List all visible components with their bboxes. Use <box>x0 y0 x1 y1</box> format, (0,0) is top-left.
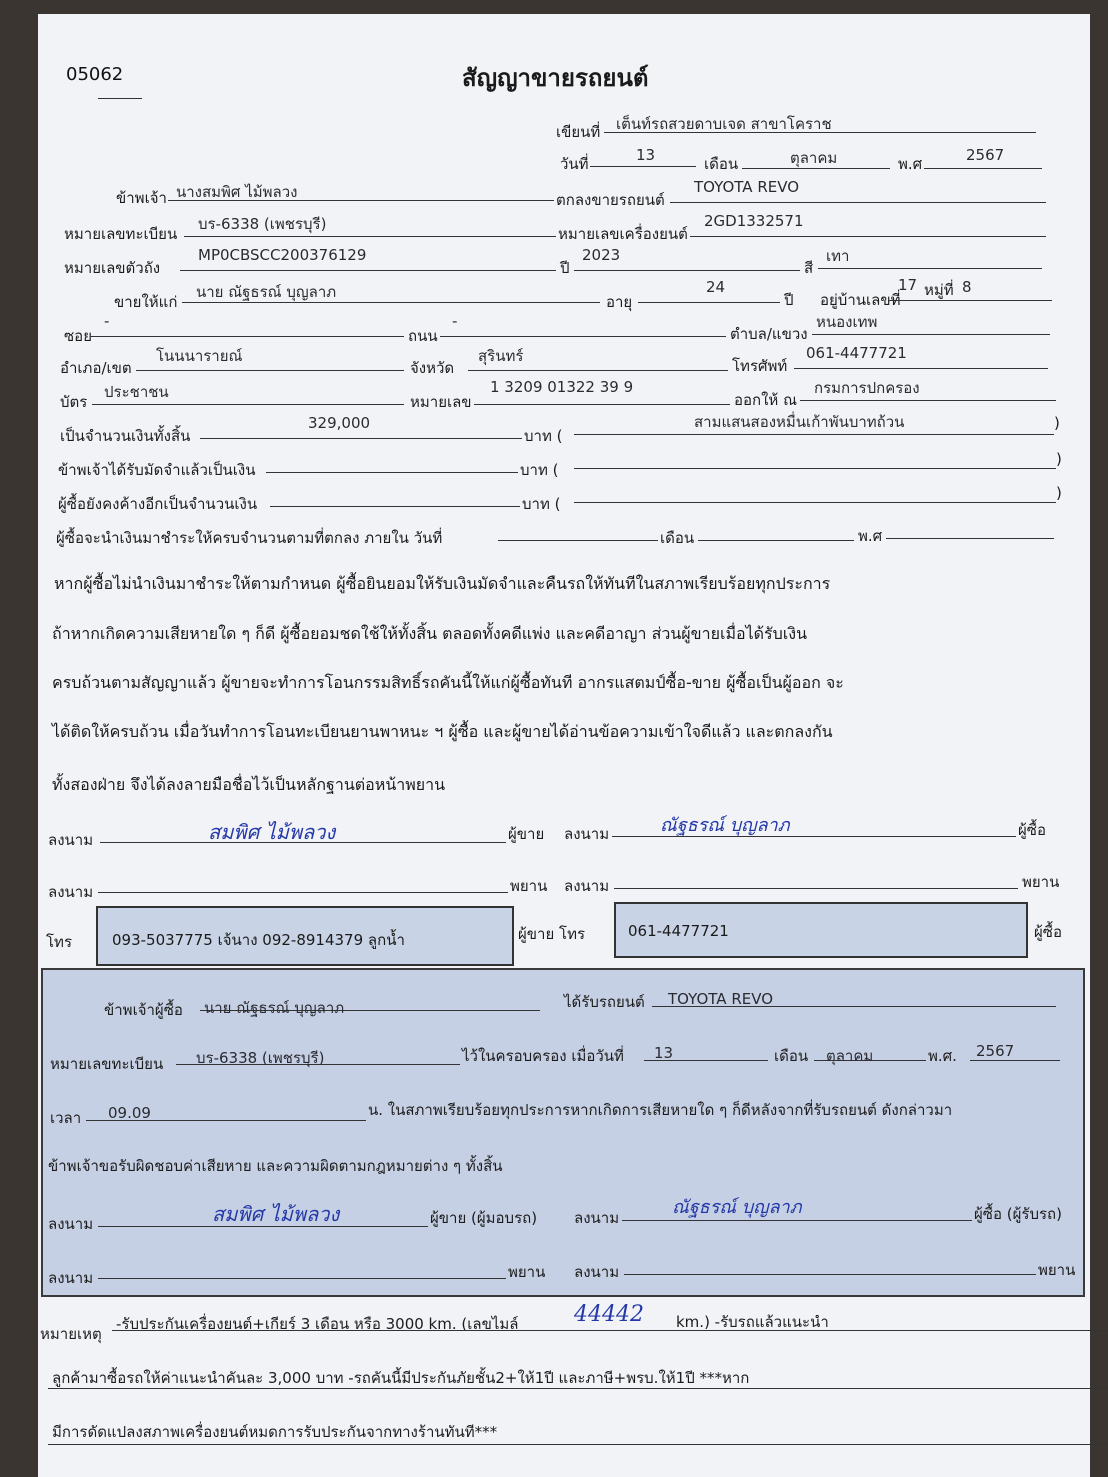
receipt-buyer-signature: ณัฐธรณ์ บุญลาภ <box>672 1197 802 1218</box>
received-label: ได้รับรถยนต์ <box>564 993 645 1011</box>
written-at-value: เต็นท์รถสวยดาบเจด สาขาโคราช <box>616 115 832 133</box>
card-line <box>92 404 404 405</box>
remarks-line2: ลูกค้ามาซื้อรถให้ค่าแนะนำคันละ 3,000 บาท -รถคันนี้มีประกันภัยชั้น2+ให้1ปี และภาษี+พรบ.ให้1ปี ***หาก <box>52 1369 750 1387</box>
remaining-label: ผู้ซื้อยังคงค้างอีกเป็นจำนวนเงิน <box>58 495 258 513</box>
amphoe-label: อำเภอ/เขต <box>60 359 132 377</box>
buyer-phone: 061-4477721 <box>628 922 729 940</box>
remarks-label: หมายเหตุ <box>40 1325 102 1343</box>
buyer-phone-role: ผู้ซื้อ <box>1034 923 1062 941</box>
terms-line: ได้ติดให้ครบถ้วน เมื่อวันทำการโอนทะเบียนยานพาหนะ ฯ ผู้ซื้อ และผู้ขายได้อ่านข้อความเข้าใจดีแล้ว และตกลงกัน <box>52 722 833 741</box>
issued-value: กรมการปกครอง <box>814 379 920 397</box>
witness-sign-line <box>614 888 1018 889</box>
liability-text: ข้าพเจ้าขอรับผิดชอบค่าเสียหาย และความผิดตามกฎหมายต่าง ๆ ทั้งสิ้น <box>48 1157 503 1175</box>
page-title: สัญญาขายรถยนต์ <box>462 64 649 92</box>
year-value: 2023 <box>582 246 621 264</box>
total-label: เป็นจำนวนเงินทั้งสิ้น <box>60 427 191 445</box>
remarks-underline <box>48 1444 1108 1445</box>
remaining-line <box>270 506 520 507</box>
soi-value: - <box>104 312 110 330</box>
sign-label: ลงนาม <box>48 1269 94 1287</box>
chassis-label: หมายเลขตัวถัง <box>64 259 161 277</box>
witness-role: พยาน <box>1038 1261 1076 1279</box>
buyer-role: ผู้ซื้อ <box>1018 821 1046 839</box>
engine-line <box>690 236 1046 237</box>
possession-year-line <box>970 1060 1060 1061</box>
phone-label: โทรศัพท์ <box>732 357 788 375</box>
time-rest: น. ในสภาพเรียบร้อยทุกประการหากเกิดการเสียหายใด ๆ ก็ดีหลังจากที่รับรถยนต์ ดังกล่าวมา <box>368 1101 953 1119</box>
year-label: ปี <box>560 259 570 277</box>
card-type: ประชาชน <box>104 383 169 401</box>
mileage-handwritten: 44442 <box>574 1302 644 1327</box>
issued-line <box>800 400 1056 401</box>
time-label: เวลา <box>50 1109 82 1127</box>
card-number: 1 3209 01322 39 9 <box>490 378 634 396</box>
tambon-value: หนองเทพ <box>816 313 878 331</box>
sign-label: ลงนาม <box>564 825 610 843</box>
witness-role: พยาน <box>510 877 548 895</box>
amphoe-line <box>136 370 404 371</box>
total-amount: 329,000 <box>308 414 371 432</box>
province-value: สุรินทร์ <box>478 347 524 365</box>
witness-role: พยาน <box>1022 873 1060 891</box>
moo-label: หมู่ที่ <box>924 281 954 299</box>
due-label: ผู้ซื้อจะนำเงินมาชำระให้ครบจำนวนตามที่ตกลง ภายใน วันที่ <box>56 529 443 547</box>
receipt-reg: บร-6338 (เพชรบุรี) <box>196 1049 325 1067</box>
seller-role: ผู้ขาย <box>508 825 545 843</box>
registration-label: หมายเลขทะเบียน <box>64 225 178 243</box>
deposit-label: ข้าพเจ้าได้รับมัดจำแล้วเป็นเงิน <box>58 461 256 479</box>
total-close: ) <box>1054 414 1060 432</box>
seller-name: นางสมพิศ ไม้พลวง <box>176 183 298 201</box>
chassis-value: MP0CBSCC200376129 <box>198 246 367 264</box>
written-at-label: เขียนที่ <box>556 123 601 141</box>
due-month-label: เดือน <box>660 529 695 547</box>
number-underline <box>98 98 142 99</box>
total-baht: บาท ( <box>524 427 563 445</box>
engine-label: หมายเลขเครื่องยนต์ <box>558 225 688 243</box>
total-words-line <box>574 434 1054 435</box>
province-label: จังหวัด <box>410 359 455 377</box>
sign-label: ลงนาม <box>48 831 94 849</box>
color-value: เทา <box>826 247 850 265</box>
sign-label: ลงนาม <box>574 1209 620 1227</box>
receipt-buyer-label: ข้าพเจ้าผู้ซื้อ <box>104 1001 183 1019</box>
witness-role: พยาน <box>508 1263 546 1281</box>
terms-line: ถ้าหากเกิดความเสียหายใด ๆ ก็ดี ผู้ซื้อยอมชดใช้ให้ทั้งสิ้น ตลอดทั้งคดีแพ่ง และคดีอาญา ส่วนผู้ขายเมื่อได้รับเงิน <box>52 624 808 643</box>
receipt-seller-signature: สมพิศ ไม้พลวง <box>212 1202 340 1226</box>
date-month: ตุลาคม <box>790 149 838 167</box>
remaining-words-line <box>574 502 1056 503</box>
soi-label: ซอย <box>64 327 92 345</box>
sign-label: ลงนาม <box>564 877 610 895</box>
date-day-label: วันที่ <box>560 155 589 173</box>
car-model: TOYOTA REVO <box>694 178 800 196</box>
due-day-line <box>498 540 658 541</box>
deposit-line <box>266 472 518 473</box>
witness-sign-line <box>98 892 508 893</box>
remarks-line1a: -รับประกันเครื่องยนต์+เกียร์ 3 เดือน หรือ 3000 km. (เลขไมล์ <box>116 1315 519 1333</box>
receipt-buyer-role: ผู้ซื้อ (ผู้รับรถ) <box>974 1205 1062 1223</box>
year-line <box>574 270 800 271</box>
terms-line: ทั้งสองฝ่าย จึงได้ลงลายมือชื่อไว้เป็นหลักฐานต่อหน้าพยาน <box>52 775 446 794</box>
moo-number: 8 <box>962 278 972 296</box>
possession-day: 13 <box>654 1044 674 1062</box>
agree-label: ตกลงขายรถยนต์ <box>556 191 665 209</box>
road-value: - <box>452 312 458 330</box>
engine-value: 2GD1332571 <box>704 212 804 230</box>
house-line <box>888 300 1052 301</box>
house-number: 17 <box>898 276 918 294</box>
possession-month: ตุลาคม <box>826 1047 874 1065</box>
road-label: ถนน <box>408 327 438 345</box>
date-day: 13 <box>636 146 656 164</box>
due-month-line <box>698 540 854 541</box>
age-line <box>638 302 780 303</box>
phone-value: 061-4477721 <box>806 344 907 362</box>
card-no-line <box>474 404 730 405</box>
province-line <box>468 370 728 371</box>
remarks-underline <box>48 1388 1108 1389</box>
due-year-label: พ.ศ <box>858 527 883 545</box>
road-line <box>440 336 726 337</box>
due-year-line <box>886 538 1054 539</box>
chassis-line <box>180 270 556 271</box>
terms-line: ครบถ้วนตามสัญญาแล้ว ผู้ขายจะทำการโอนกรรมสิทธิ์รถคันนี้ให้แก่ผู้ซื้อทันที อากรแสตมป์ซื้อ-ขาย ผู้ซื้อเป็นผู้ออก จะ <box>52 673 844 692</box>
deposit-words-line <box>574 468 1056 469</box>
issued-label: ออกให้ ณ <box>734 391 797 409</box>
receipt-panel <box>41 968 1085 1297</box>
soi-line <box>90 336 404 337</box>
receipt-reg-label: หมายเลขทะเบียน <box>50 1055 164 1073</box>
color-label: สี <box>804 259 814 277</box>
document-number: 05062 <box>66 64 124 85</box>
date-year: 2567 <box>966 146 1005 164</box>
buyer-name: นาย ณัฐธรณ์ บุญลาภ <box>196 283 337 301</box>
tambon-line <box>812 334 1050 335</box>
age-unit: ปี <box>784 291 794 309</box>
sign-label: ลงนาม <box>574 1263 620 1281</box>
receipt-witness-sign-line <box>624 1274 1036 1275</box>
seller-phone: 093-5037775 เจ้นาง 092-8914379 ลูกน้ำ <box>112 931 405 949</box>
sign-label: ลงนาม <box>48 883 94 901</box>
possession-label: ไว้ในครอบครอง เมื่อวันที่ <box>462 1047 624 1065</box>
card-label: บัตร <box>60 393 88 411</box>
receipt-seller-role: ผู้ขาย (ผู้มอบรถ) <box>430 1209 538 1227</box>
receipt-witness-sign-line <box>98 1278 506 1279</box>
remarks-line1b: km.) -รับรถแล้วแนะนำ <box>676 1313 829 1331</box>
tambon-label: ตำบล/แขวง <box>730 325 808 343</box>
buyer-age: 24 <box>706 278 726 296</box>
deposit-baht: บาท ( <box>520 461 559 479</box>
sign-label: ลงนาม <box>48 1215 94 1233</box>
registration-line <box>184 236 556 237</box>
card-no-label: หมายเลข <box>410 393 472 411</box>
date-year-line <box>924 168 1042 169</box>
possession-month-label: เดือน <box>774 1047 809 1065</box>
age-label: อายุ <box>606 293 633 311</box>
buyer-signature: ณัฐธรณ์ บุญลาภ <box>660 815 790 836</box>
remaining-baht: บาท ( <box>522 495 561 513</box>
date-month-label: เดือน <box>704 155 739 173</box>
time-value: 09.09 <box>108 1104 151 1122</box>
agree-line <box>670 202 1046 203</box>
possession-year: 2567 <box>976 1042 1015 1060</box>
receipt-buyer: นาย ณัฐธรณ์ บุญลาภ <box>204 999 345 1017</box>
total-line <box>200 438 522 439</box>
date-year-label: พ.ศ <box>898 155 923 173</box>
phone-line <box>794 368 1048 369</box>
received-car: TOYOTA REVO <box>668 990 774 1008</box>
buyer-label: ขายให้แก่ <box>114 293 178 311</box>
terms-line: หากผู้ซื้อไม่นำเงินมาชำระให้ตามกำหนด ผู้ซื้อยินยอมให้รับเงินมัดจำและคืนรถให้ทันทีในสภาพเรียบร้อยทุกประการ <box>54 574 831 593</box>
seller-label: ข้าพเจ้า <box>116 189 167 207</box>
amphoe-value: โนนนารายณ์ <box>156 347 243 365</box>
color-line <box>818 268 1042 269</box>
house-label: อยู่บ้านเลขที่ <box>820 291 901 309</box>
phone-box-label: โทร <box>46 933 73 951</box>
remarks-line3: มีการดัดแปลงสภาพเครื่องยนต์หมดการรับประกันจากทางร้านทันที*** <box>52 1423 498 1441</box>
seller-signature: สมพิศ ไม้พลวง <box>208 820 336 844</box>
date-day-line <box>590 166 696 167</box>
seller-phone-role: ผู้ขาย โทร <box>518 925 586 943</box>
possession-year-label: พ.ศ. <box>928 1047 957 1065</box>
remaining-close: ) <box>1056 484 1062 502</box>
registration-value: บร-6338 (เพชรบุรี) <box>198 215 327 233</box>
deposit-close: ) <box>1056 450 1062 468</box>
remarks-underline <box>112 1330 1108 1331</box>
total-words: สามแสนสองหมื่นเก้าพันบาทถ้วน <box>694 413 905 431</box>
